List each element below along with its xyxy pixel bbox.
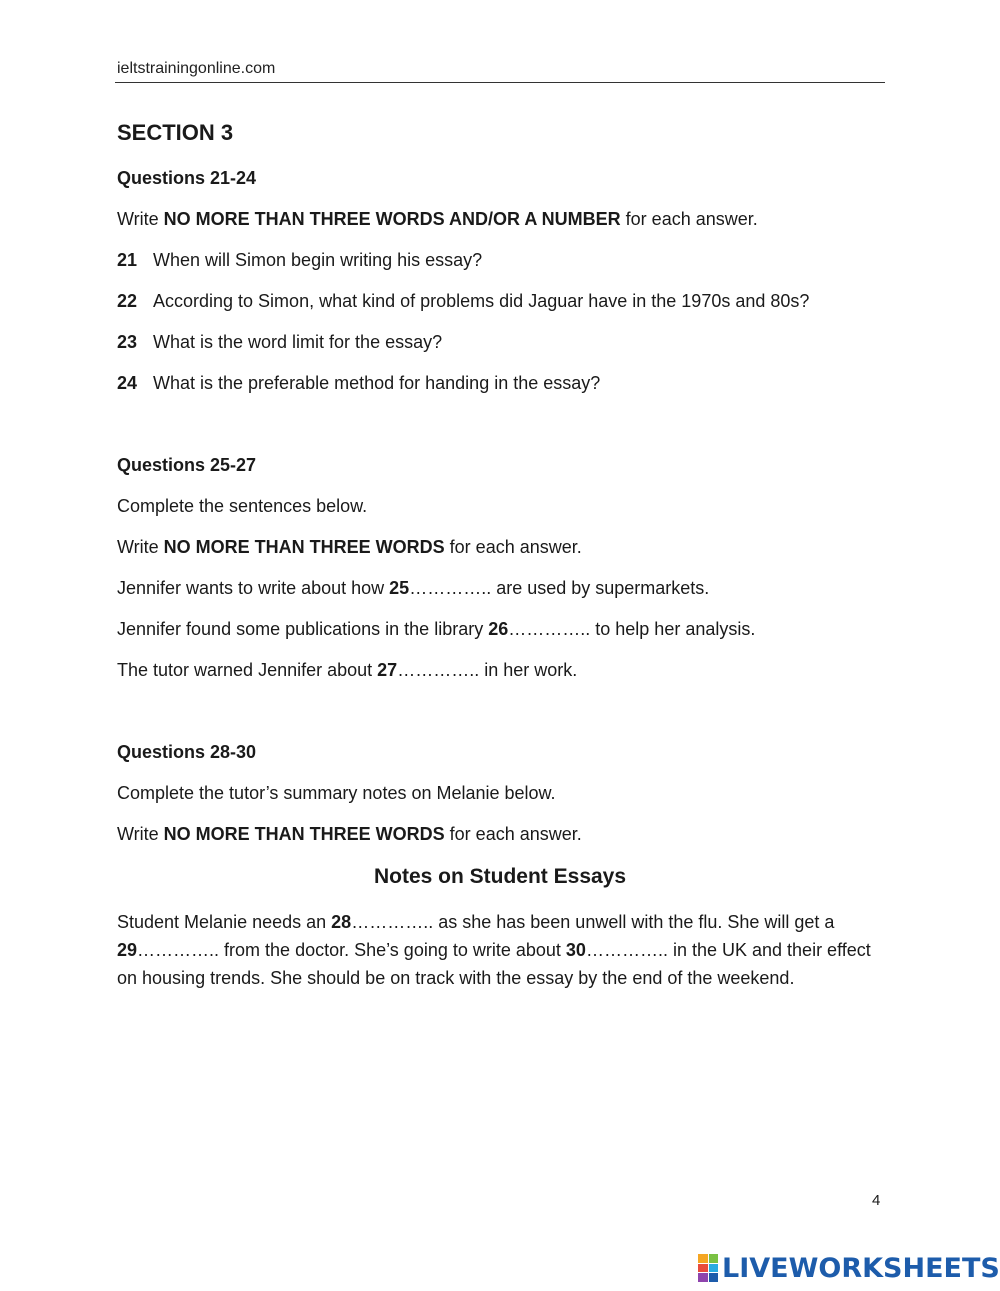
sentence-text: in her work. [479, 660, 578, 680]
question-text: According to Simon, what kind of problems did Jaguar have in the 1970s and 80s? [153, 291, 810, 311]
header-divider [115, 82, 885, 83]
instruction-text: for each answer. [444, 824, 582, 844]
question-text: When will Simon begin writing his essay? [153, 250, 483, 270]
intro-25-27: Complete the sentences below. [117, 496, 368, 516]
notes-paragraph [117, 908, 887, 992]
gap-number: 26 [488, 619, 509, 639]
question-number: 22 [117, 291, 138, 311]
sentence-text: are used by supermarkets. [491, 578, 710, 598]
gap-number: 29 [117, 940, 138, 960]
questions-25-27-heading: Questions 25-27 [117, 455, 257, 475]
answer-gap-30[interactable]: ………….. [585, 940, 668, 960]
question-text: What is the preferable method for handing in the essay? [153, 373, 601, 393]
answer-gap-27[interactable]: ………….. [397, 660, 480, 680]
instruction-text: for each answer. [620, 209, 758, 229]
liveworksheets-logo[interactable] [698, 1253, 1000, 1283]
gap-number: 30 [565, 940, 586, 960]
sentence-text: Jennifer wants to write about how [117, 578, 390, 598]
sentence-25 [117, 578, 709, 599]
question-text: What is the word limit for the essay? [153, 332, 443, 352]
instruction-bold: NO MORE THAN THREE WORDS [163, 537, 445, 557]
sentence-26 [117, 619, 755, 640]
question-number: 23 [117, 332, 138, 352]
page-number: 4 [872, 1192, 881, 1209]
section-title: SECTION 3 [117, 120, 234, 145]
question-number: 24 [117, 373, 138, 393]
notes-title: Notes on Student Essays [373, 865, 627, 888]
para-text: in the UK and their effect on housing trends. She should be on track with the essay by the end of the weekend. [117, 940, 871, 988]
instruction-bold: NO MORE THAN THREE WORDS AND/OR A NUMBER [163, 209, 621, 229]
gap-number: 25 [389, 578, 410, 598]
instruction-text: Write [117, 537, 164, 557]
answer-gap-25[interactable]: ………….. [409, 578, 492, 598]
logo-text: LIVEWORKSHEETS [722, 1252, 1000, 1284]
gap-number: 27 [377, 660, 398, 680]
instruction-28-30 [117, 824, 582, 845]
sentence-27 [117, 660, 577, 681]
instruction-text: Write [117, 209, 164, 229]
questions-28-30-heading: Questions 28-30 [117, 742, 257, 762]
answer-gap-28[interactable]: ………….. [351, 912, 434, 932]
question-22 [117, 291, 809, 312]
para-text: Student Melanie needs an [117, 912, 332, 932]
instruction-25-27 [117, 537, 582, 558]
gap-number: 28 [331, 912, 352, 932]
instruction-text: for each answer. [444, 537, 582, 557]
question-21 [117, 250, 482, 271]
instruction-bold: NO MORE THAN THREE WORDS [163, 824, 445, 844]
instruction-21-24 [117, 209, 758, 230]
para-text: as she has been unwell with the flu. She will get a [433, 912, 835, 932]
questions-21-24-heading: Questions 21-24 [117, 168, 257, 188]
question-23 [117, 332, 442, 353]
question-number: 21 [117, 250, 138, 270]
answer-gap-26[interactable]: ………….. [508, 619, 591, 639]
sentence-text: to help her analysis. [590, 619, 756, 639]
answer-gap-29[interactable]: ………….. [137, 940, 220, 960]
intro-28-30: Complete the tutor’s summary notes on Melanie below. [117, 783, 556, 803]
sentence-text: The tutor warned Jennifer about [117, 660, 378, 680]
liveworksheets-logo-icon [698, 1254, 718, 1282]
instruction-text: Write [117, 824, 164, 844]
site-url: ieltstrainingonline.com [117, 60, 276, 77]
sentence-text: Jennifer found some publications in the library [117, 619, 489, 639]
question-24 [117, 373, 600, 394]
para-text: from the doctor. She’s going to write about [219, 940, 566, 960]
